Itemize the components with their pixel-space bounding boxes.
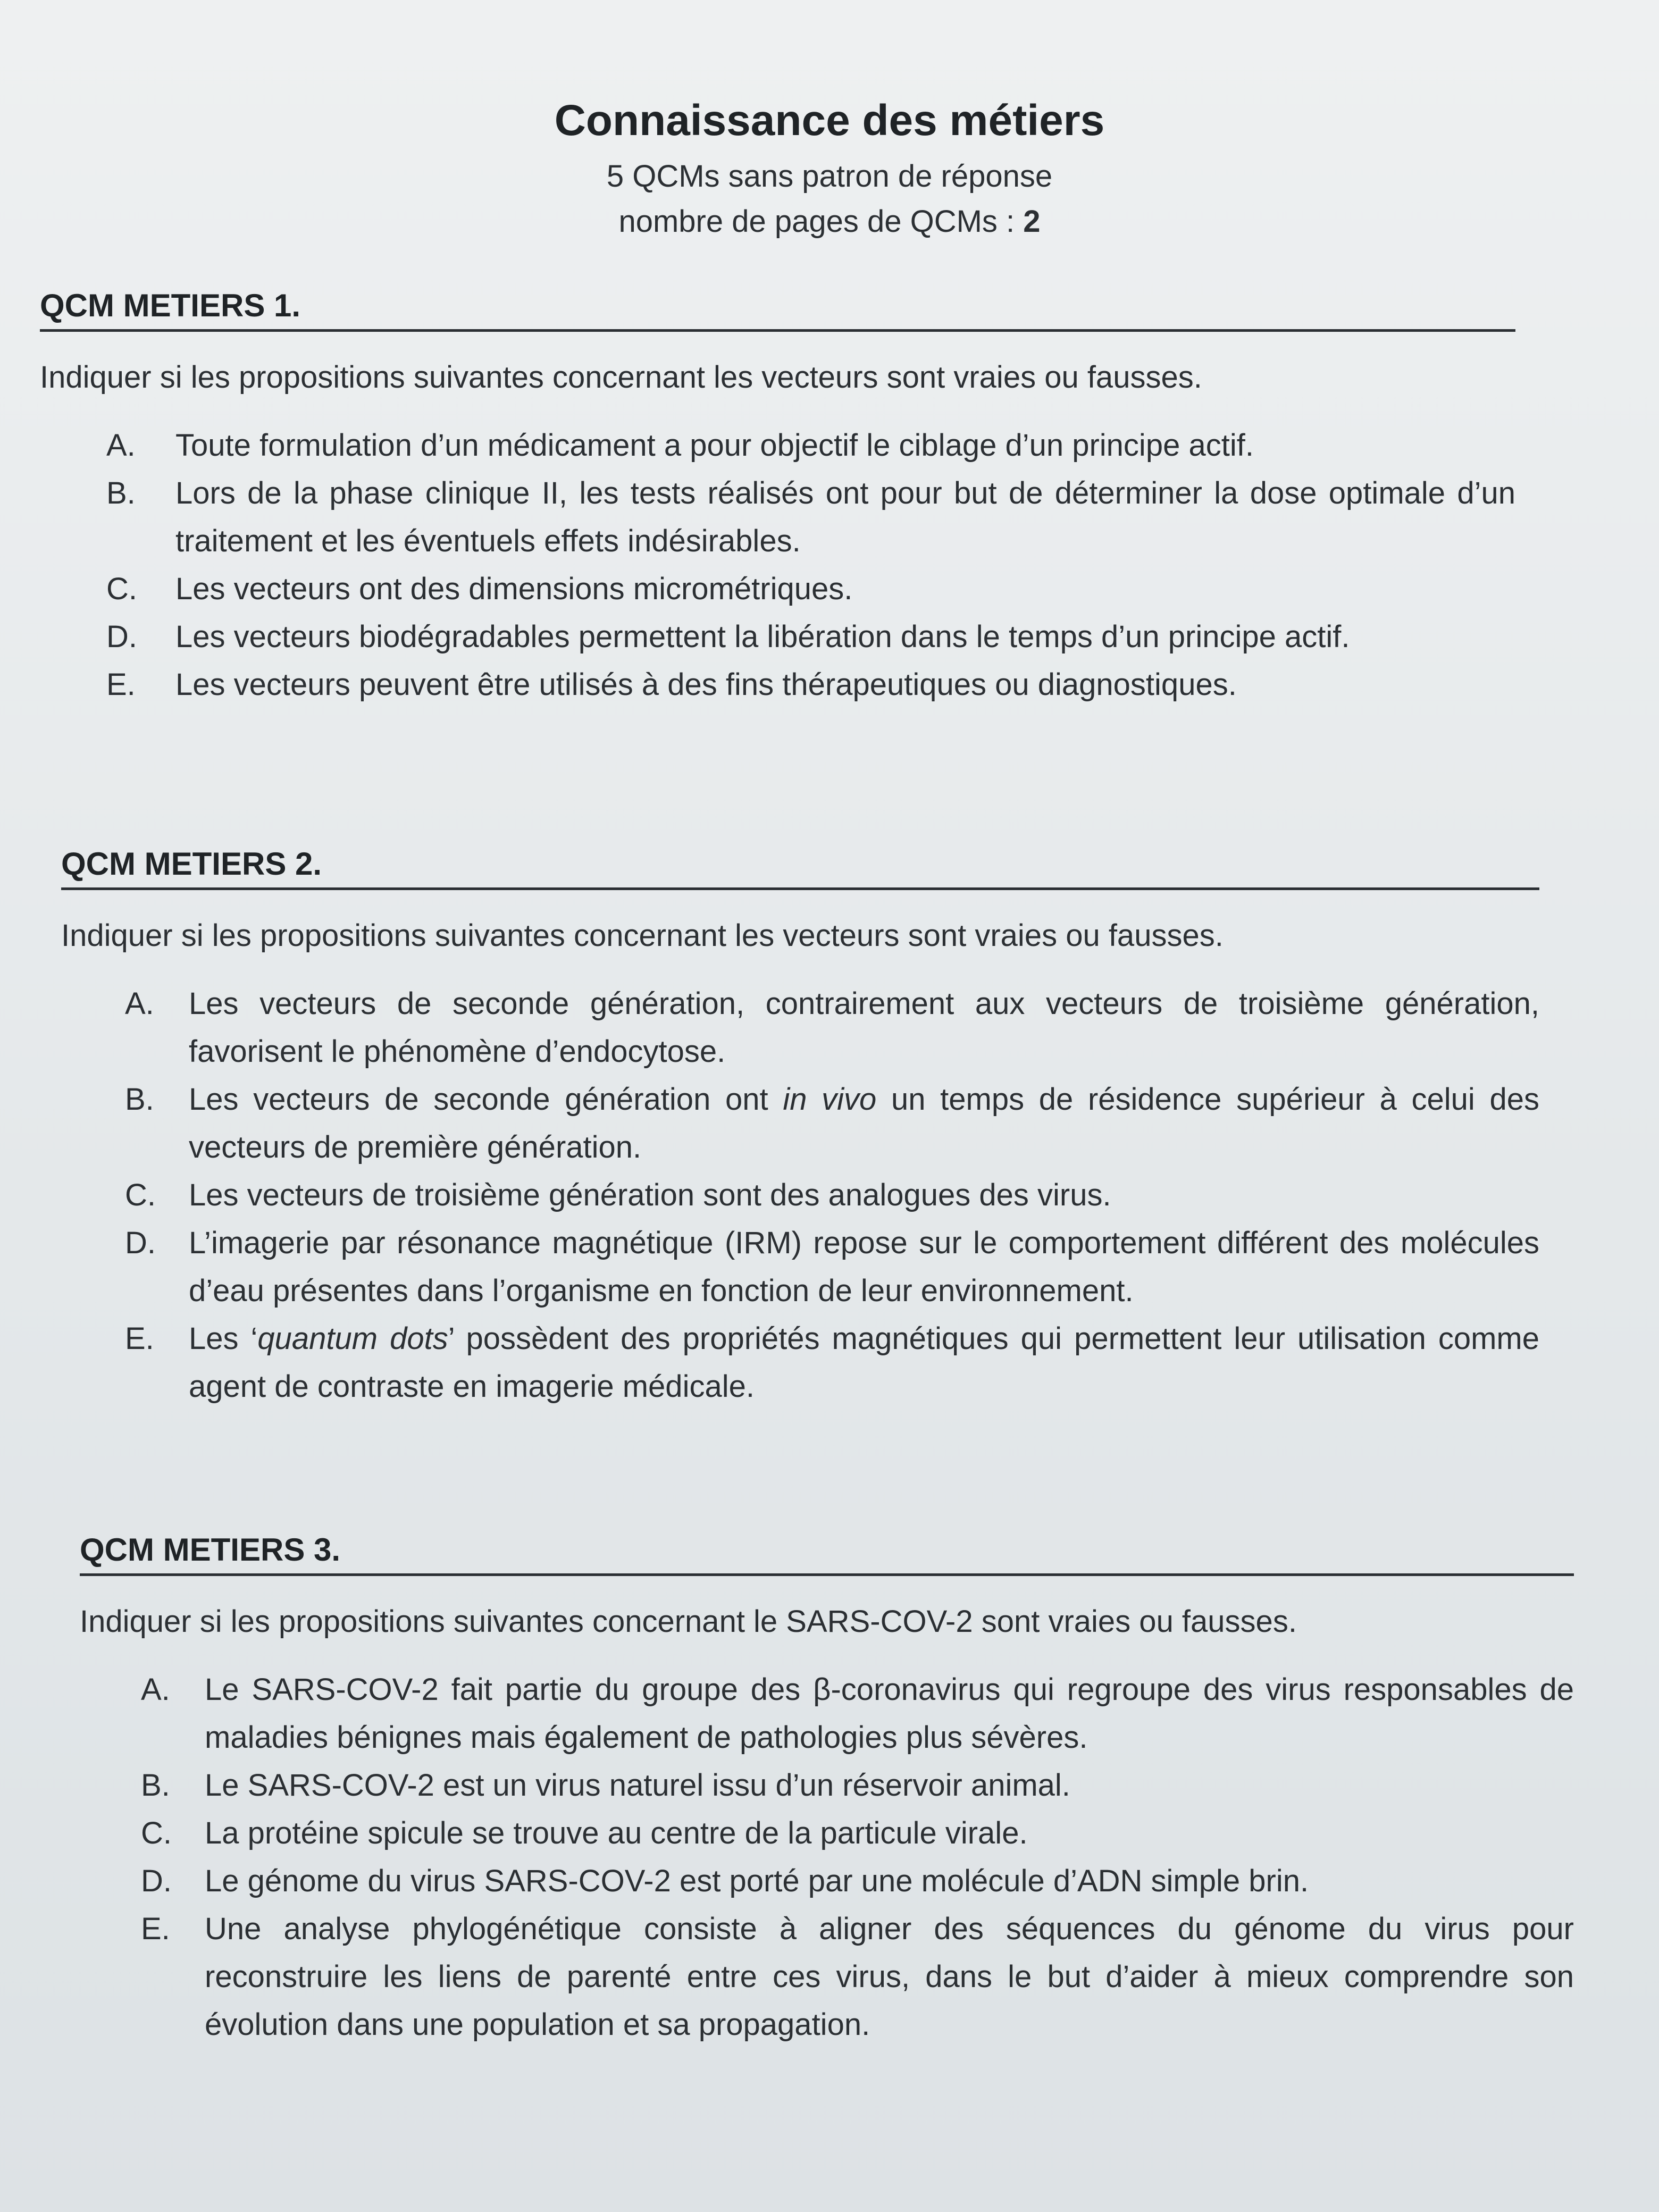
proposition-text [189,1321,1539,1404]
proposition-item [141,1905,1574,2049]
qcm-section-1 [40,287,1515,709]
proposition-text [189,1082,1539,1164]
proposition-letter: B. [141,1768,170,1803]
section-intro: Indiquer si les propositions suivantes concernant les vecteurs sont vraies ou fausses. [61,918,1224,953]
document-title: Connaissance des métiers [554,96,1105,145]
section-intro: Indiquer si les propositions suivantes concernant les vecteurs sont vraies ou fausses. [40,360,1202,395]
proposition-letter: C. [125,1177,156,1212]
pages-count-label: nombre de pages de QCMs : [618,204,1024,239]
proposition-item [141,1809,1574,1857]
proposition-letter: A. [141,1672,170,1707]
proposition-item [106,661,1515,709]
document-subtitle: 5 QCMs sans patron de réponse [606,159,1053,194]
proposition-text: Les vecteurs peuvent être utilisés à des fins thérapeutiques ou diagnostiques. [175,667,1237,702]
proposition-text: Les vecteurs ont des dimensions micrométriques. [175,572,853,607]
proposition-letter: B. [125,1082,154,1117]
proposition-letter: D. [106,619,137,654]
proposition-text: Le SARS-COV-2 est un virus naturel issu d’un réservoir animal. [205,1768,1070,1803]
proposition-item [141,1762,1574,1809]
proposition-item [106,565,1515,613]
proposition-list [61,980,1539,1410]
proposition-item [106,613,1515,661]
proposition-text-part: ’ possèdent des propriétés magnétiques qui permettent leur utilisation comme agent de contraste en imagerie médicale. [189,1321,1539,1404]
proposition-letter: D. [125,1225,156,1260]
proposition-list [80,1666,1574,2048]
proposition-item [141,1857,1574,1905]
proposition-text: L’imagerie par résonance magnétique (IRM) repose sur le comportement différent des molécules d’eau présentes dans l’organisme en fonction de leur environnement. [189,1225,1539,1308]
proposition-letter: A. [125,986,154,1021]
proposition-letter: E. [141,1911,170,1946]
proposition-text-part: Les vecteurs de seconde génération ont [189,1082,783,1117]
proposition-item [106,470,1515,565]
proposition-text: Une analyse phylogénétique consiste à aligner des séquences du génome du virus pour reconstruire les liens de parenté entre ces virus, dans le but d’aider à mieux comprendre son évolution dans une population et sa propagation. [205,1911,1574,2042]
proposition-item [141,1666,1574,1762]
proposition-text: Le génome du virus SARS-COV-2 est porté par une molécule d’ADN simple brin. [205,1863,1309,1898]
proposition-letter: A. [106,428,136,463]
proposition-letter: C. [106,572,137,607]
proposition-item [125,980,1539,1076]
proposition-item [125,1171,1539,1219]
proposition-text: Les vecteurs de seconde génération, contrairement aux vecteurs de troisième génération, favorisent le phénomène d’endocytose. [189,986,1539,1069]
proposition-item [106,422,1515,470]
section-heading: QCM METIERS 1. [40,287,1515,332]
proposition-text-italic: in vivo [783,1082,877,1117]
section-intro: Indiquer si les propositions suivantes concernant le SARS-COV-2 sont vraies ou fausses. [80,1604,1297,1639]
proposition-letter: E. [106,667,136,702]
document-header [0,96,1659,239]
qcm-section-2 [61,845,1539,1410]
proposition-letter: D. [141,1863,172,1898]
qcm-section-3 [80,1531,1574,2049]
proposition-letter: C. [141,1816,172,1851]
proposition-item [125,1315,1539,1411]
section-heading: QCM METIERS 2. [61,845,1539,890]
proposition-text-part: un temps de résidence supérieur à celui des vecteurs de première génération. [189,1082,1539,1165]
proposition-letter: B. [106,476,136,511]
proposition-text: Le SARS-COV-2 fait partie du groupe des β-coronavirus qui regroupe des virus responsables de maladies bénignes mais également de pathologies plus sévères. [205,1672,1574,1755]
proposition-text: La protéine spicule se trouve au centre de la particule virale. [205,1816,1028,1851]
proposition-item [125,1076,1539,1171]
proposition-item [125,1219,1539,1315]
proposition-letter: E. [125,1321,154,1356]
proposition-text: Les vecteurs biodégradables permettent la libération dans le temps d’un principe actif. [175,619,1350,654]
section-heading: QCM METIERS 3. [80,1531,1574,1576]
proposition-text-part: Les ‘ [189,1321,258,1356]
proposition-list [40,422,1515,708]
proposition-text: Toute formulation d’un médicament a pour objectif le ciblage d’un principe actif. [175,428,1254,463]
pages-count [0,204,1659,239]
proposition-text: Lors de la phase clinique II, les tests réalisés ont pour but de déterminer la dose optimale d’un traitement et les éventuels effets indésirables. [175,476,1515,559]
proposition-text-italic: quantum dots [257,1321,448,1356]
proposition-text: Les vecteurs de troisième génération sont des analogues des virus. [189,1177,1111,1212]
pages-count-value: 2 [1023,204,1041,239]
